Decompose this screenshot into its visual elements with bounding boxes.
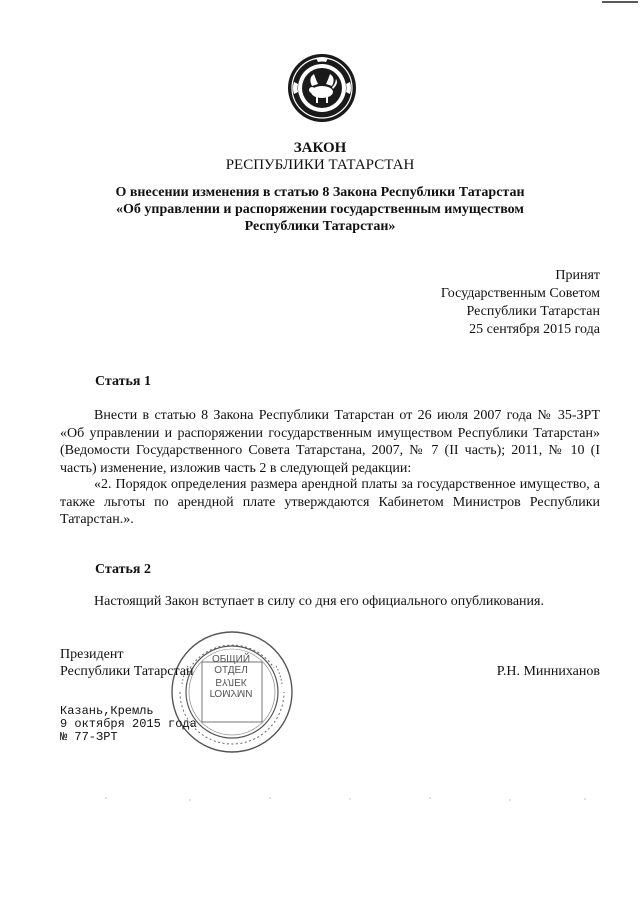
tatarstan-coat-of-arms-icon xyxy=(286,52,358,124)
place: Казань,Кремль xyxy=(60,704,154,718)
adoption-line: Государственным Советом xyxy=(440,286,600,301)
law-number: № 77-ЗРТ xyxy=(60,730,118,744)
adoption-date: 25 сентября 2015 года xyxy=(469,322,600,337)
article-paragraph: Настоящий Закон вступает в силу со дня его официального опубликования. xyxy=(94,594,544,609)
seal-stamp-text xyxy=(199,654,263,698)
seal-line: ОТДЕЛ xyxy=(214,665,248,676)
place-date-block xyxy=(60,705,197,744)
law-subject-line: «Об управлении и распоряжении государственным имуществом xyxy=(116,202,524,217)
scan-mark xyxy=(600,0,640,4)
article-paragraph: «2. Порядок определения размера арендной платы за государственное имущество, а также льготы по арендной плате утверждаются Кабинетом Министров Республики Татарстан.». xyxy=(60,477,600,527)
article-heading: Статья 1 xyxy=(95,374,151,389)
law-subject-line: О внесении изменения в статью 8 Закона Республики Татарстан xyxy=(115,185,525,200)
adoption-block xyxy=(340,267,600,339)
date: 9 октября 2015 года xyxy=(60,717,197,731)
adoption-line: Республики Татарстан xyxy=(466,304,600,319)
seal-line: БҮЛЕК xyxy=(215,676,247,687)
seal-line: ОБЩИЙ xyxy=(211,654,251,665)
issuer: РЕСПУБЛИКИ ТАТАРСТАН xyxy=(225,157,415,173)
article-paragraph: Внести в статью 8 Закона Республики Татарстан от 26 июля 2007 года № 35-ЗРТ «Об управлении и распоряжении государственным имуществом Республики Татарстан» (Ведомости Государственного Совета Татарстана, 2007, № 7 (II часть); 2011, № 10 (I часть) изменение, изложив часть 2 в следующей редакции: xyxy=(60,408,600,476)
signatory-name: Р.Н. Минниханов xyxy=(496,664,600,679)
scan-specks xyxy=(0,790,640,830)
signatory-title xyxy=(60,646,194,680)
law-subject xyxy=(100,184,540,235)
adoption-line: Принят xyxy=(555,268,600,283)
signatory-title-line: Республики Татарстан xyxy=(60,664,194,679)
law-subject-line: Республики Татарстан» xyxy=(244,219,396,234)
article-heading: Статья 2 xyxy=(95,562,151,577)
signatory-title-line: Президент xyxy=(60,647,124,662)
document-type: ЗАКОН xyxy=(293,140,347,156)
seal-line: ГОМУМИ xyxy=(209,687,253,698)
